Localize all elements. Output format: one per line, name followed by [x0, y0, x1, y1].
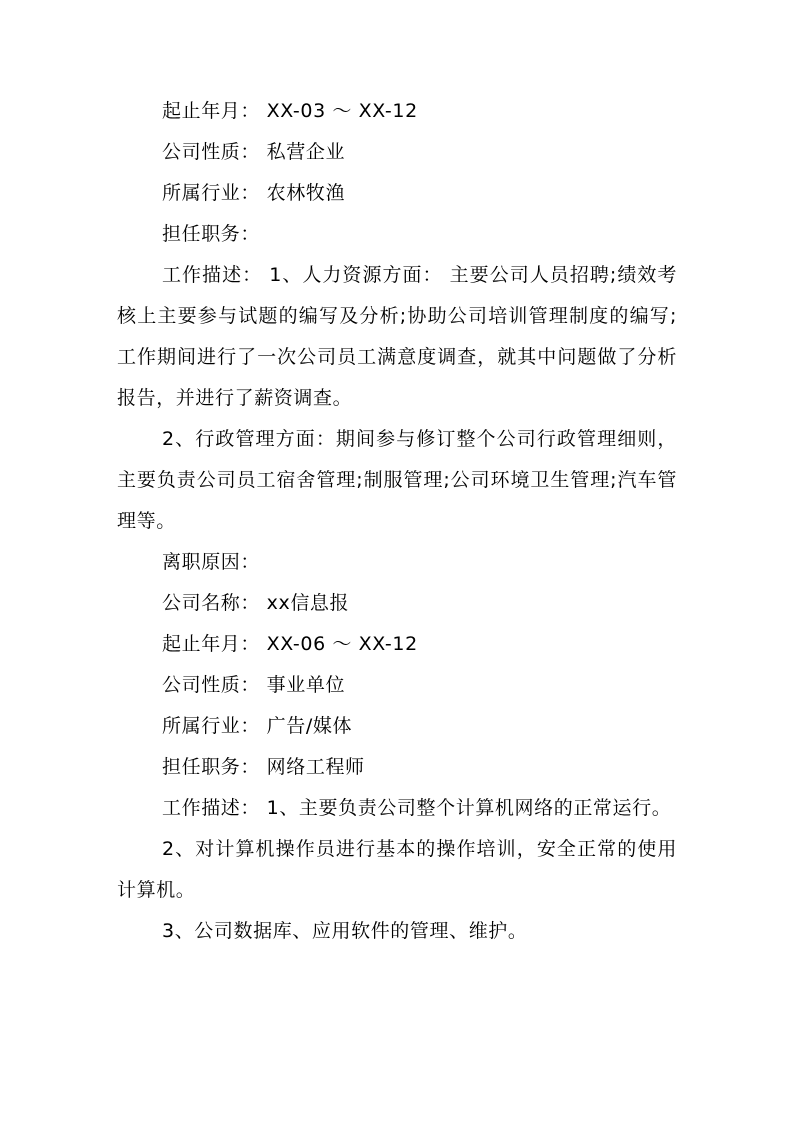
- document-body: [117, 91, 677, 952]
- paragraph-company-type-2: 公司性质： 事业单位: [162, 674, 346, 696]
- paragraph-admin-management: 2、行政管理方面：期间参与修订整个公司行政管理细则，主要负责公司员工宿舍管理;制服管理;公司环境卫生管理;汽车管理等。: [117, 428, 677, 532]
- paragraph-leave-reason: 离职原因：: [162, 551, 261, 573]
- paragraph-company-type-1: 公司性质： 私营企业: [162, 141, 346, 163]
- paragraph-database-maintenance: 3、公司数据库、应用软件的管理、维护。: [162, 920, 528, 942]
- paragraph-job-description-1: 工作描述： 1、人力资源方面： 主要公司人员招聘;绩效考核上主要参与试题的编写及分析;协助公司培训管理制度的编写;工作期间进行了一次公司员工满意度调查，就其中问题做了分析报告，并进行了薪资调查。: [117, 264, 677, 409]
- paragraph-start-end-date-2: 起止年月： XX-06 ～ XX-12: [162, 633, 418, 655]
- paragraph-position-1: 担任职务：: [162, 223, 261, 245]
- paragraph-operator-training: 2、对计算机操作员进行基本的操作培训，安全正常的使用计算机。: [117, 838, 677, 901]
- paragraph-job-description-2: 工作描述： 1、主要负责公司整个计算机网络的正常运行。: [162, 797, 672, 819]
- paragraph-company-name-2: 公司名称： xx信息报: [162, 592, 350, 614]
- paragraph-industry-2: 所属行业： 广告/媒体: [162, 715, 353, 737]
- paragraph-position-2: 担任职务： 网络工程师: [162, 756, 365, 778]
- paragraph-start-end-date-1: 起止年月： XX-03 ～ XX-12: [162, 100, 418, 122]
- paragraph-industry-1: 所属行业： 农林牧渔: [162, 182, 346, 204]
